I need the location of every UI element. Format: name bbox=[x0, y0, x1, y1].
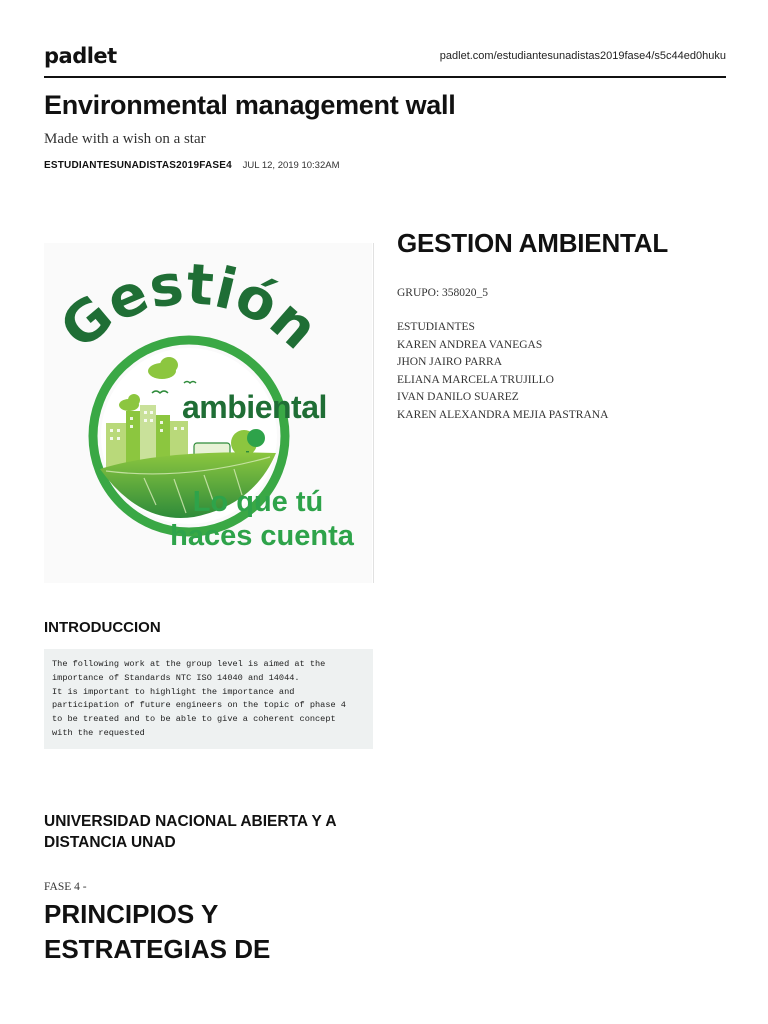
wall-title: Environmental management wall bbox=[44, 90, 456, 120]
gestion-ambiental-logo-image[interactable] bbox=[44, 243, 372, 583]
intro-line: importance of Standards NTC ISO 14040 and 14044. bbox=[52, 672, 300, 683]
logo-slogan-line2: haces cuenta bbox=[170, 520, 354, 552]
student-name: IVAN DANILO SUAREZ bbox=[397, 391, 519, 403]
wall-author[interactable]: ESTUDIANTESUNADISTAS2019FASE4 bbox=[44, 160, 232, 171]
logo-word-gestion: Gestión bbox=[48, 252, 331, 363]
unad-title: UNIVERSIDAD NACIONAL ABIERTA Y A DISTANCIA UNAD bbox=[44, 813, 336, 851]
logo-word-ambiental: ambiental bbox=[182, 389, 327, 425]
intro-line: It is important to highlight the importance and bbox=[52, 686, 295, 697]
wall-meta bbox=[44, 160, 340, 171]
intro-line: participation of future engineers on the topic of phase 4 bbox=[52, 700, 346, 711]
column-divider bbox=[373, 243, 374, 583]
students-heading: ESTUDIANTES bbox=[397, 321, 475, 333]
fase-label: FASE 4 - bbox=[44, 881, 87, 893]
padlet-logo[interactable]: padlet bbox=[44, 44, 117, 68]
wall-subtitle: Made with a wish on a star bbox=[44, 131, 206, 147]
wall-date: JUL 12, 2019 10:32AM bbox=[242, 160, 340, 171]
intro-line: with the requested bbox=[52, 727, 145, 738]
intro-title: INTRODUCCION bbox=[44, 619, 161, 636]
student-name: JHON JAIRO PARRA bbox=[397, 356, 503, 368]
intro-code-block bbox=[44, 649, 373, 749]
logo-slogan-line1: Lo que tú bbox=[192, 486, 324, 518]
intro-line: to be treated and to be able to give a coherent concept bbox=[52, 714, 336, 725]
student-name: KAREN ALEXANDRA MEJIA PASTRANA bbox=[397, 408, 609, 421]
wall-url[interactable]: padlet.com/estudiantesunadistas2019fase4/s5c44ed0huku bbox=[439, 50, 726, 62]
post-title: GESTION AMBIENTAL bbox=[397, 228, 669, 258]
intro-line: The following work at the group level is aimed at the bbox=[52, 659, 326, 669]
student-name: ELIANA MARCELA TRUJILLO bbox=[397, 373, 554, 386]
principios-title: PRINCIPIOS Y ESTRATEGIAS DE bbox=[44, 899, 271, 964]
students-list bbox=[397, 319, 727, 424]
post-gestion-ambiental[interactable] bbox=[397, 228, 727, 424]
top-bar bbox=[44, 40, 726, 78]
student-name: KAREN ANDREA VANEGAS bbox=[397, 338, 543, 351]
grupo-text: GRUPO: 358020_5 bbox=[397, 287, 489, 299]
